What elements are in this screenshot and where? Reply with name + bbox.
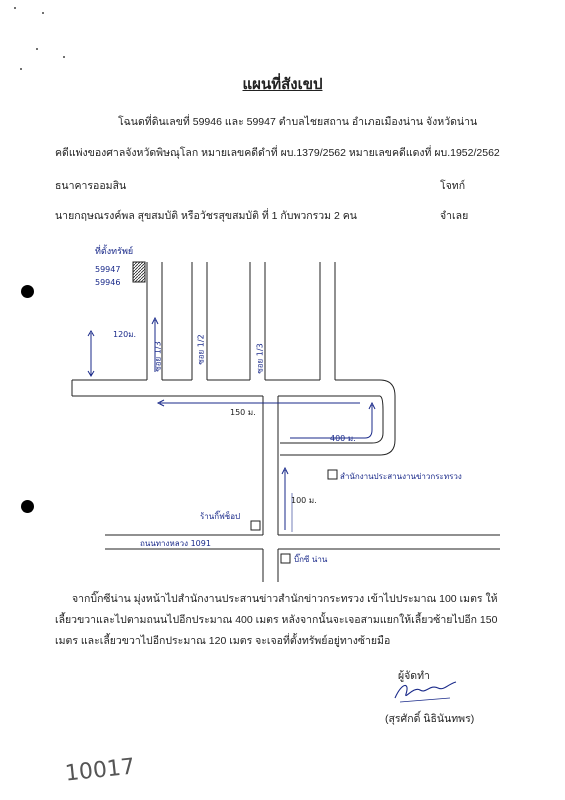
distance-120-label: 120ม. xyxy=(113,330,137,339)
document-number-stamp: 10017 xyxy=(63,754,137,787)
distance-100-label: 100 ม. xyxy=(291,496,317,505)
distance-400-label: 400 ม. xyxy=(330,434,356,443)
road-network xyxy=(72,262,500,582)
bigc-label: บิ๊กซี น่าน xyxy=(294,555,328,564)
property-parcel xyxy=(133,262,145,282)
distance-150-label: 150 ม. xyxy=(230,408,256,417)
court-case-line: คดีแพ่งของศาลจังหวัดพิษณุโลก หมายเลขคดีดำที่ ผบ.1379/2562 หมายเลขคดีแดงที่ ผบ.1952/2562 xyxy=(55,147,500,159)
defendant-name: นายกฤษณรงค์พล สุขสมบัติ หรือวัชรสุขสมบัติ ที่ 1 กับพวกรวม 2 คน xyxy=(55,210,357,222)
shop-building xyxy=(251,521,260,530)
office-building xyxy=(328,470,337,479)
route-arrows xyxy=(88,318,375,532)
soi-2-label: ซอย 1/2 xyxy=(196,334,206,365)
parcel-number-59947: 59947 xyxy=(95,265,121,274)
parcel-number-59946: 59946 xyxy=(95,278,121,287)
handwritten-signature xyxy=(390,678,460,706)
directions-line-2: เลี้ยวขวาและไปตามถนนไปอีกประมาณ 400 เมตร หลังจากนั้นจะเจอสามแยกให้เลี้ยวซ้ายไปอีก 150 xyxy=(55,614,498,626)
soi-3-label: ซอย 1/3 xyxy=(255,343,265,374)
preparer-role: ผู้จัดทำ xyxy=(398,670,430,682)
preparer-name: (สุรศักดิ์ นิธินันทพร) xyxy=(385,713,475,725)
plaintiff-name: ธนาคารออมสิน xyxy=(55,180,127,192)
soi-1-label: ซอย 1/3 xyxy=(153,341,163,372)
shop-label: ร้านกิ๊ฟช็อป xyxy=(200,512,241,521)
office-label: สำนักงานประสานงานข่าวกระทรวง xyxy=(340,472,462,481)
defendant-role: จำเลย xyxy=(440,210,469,222)
plaintiff-role: โจทก์ xyxy=(440,180,466,192)
directions-line-3: เมตร และเลี้ยวขวาไปอีกประมาณ 120 เมตร จะเจอที่ตั้งทรัพย์อยู่ทางซ้ายมือ xyxy=(55,635,391,647)
page-title: แผนที่สังเขป xyxy=(242,77,323,93)
property-label: ที่ตั้งทรัพย์ xyxy=(95,247,134,257)
directions-line-1: จากบิ๊กซีน่าน มุ่งหน้าไปสำนักงานประสานข่าวสำนักข่าวกระทรวง เข้าไปประมาณ 100 เมตร ให้ xyxy=(72,593,498,605)
bigc-building xyxy=(281,554,290,563)
deed-line: โฉนดที่ดินเลขที่ 59946 และ 59947 ตำบลไชยสถาน อำเภอเมืองน่าน จังหวัดน่าน xyxy=(118,116,478,128)
highway-label: ถนนทางหลวง 1091 xyxy=(140,539,211,548)
